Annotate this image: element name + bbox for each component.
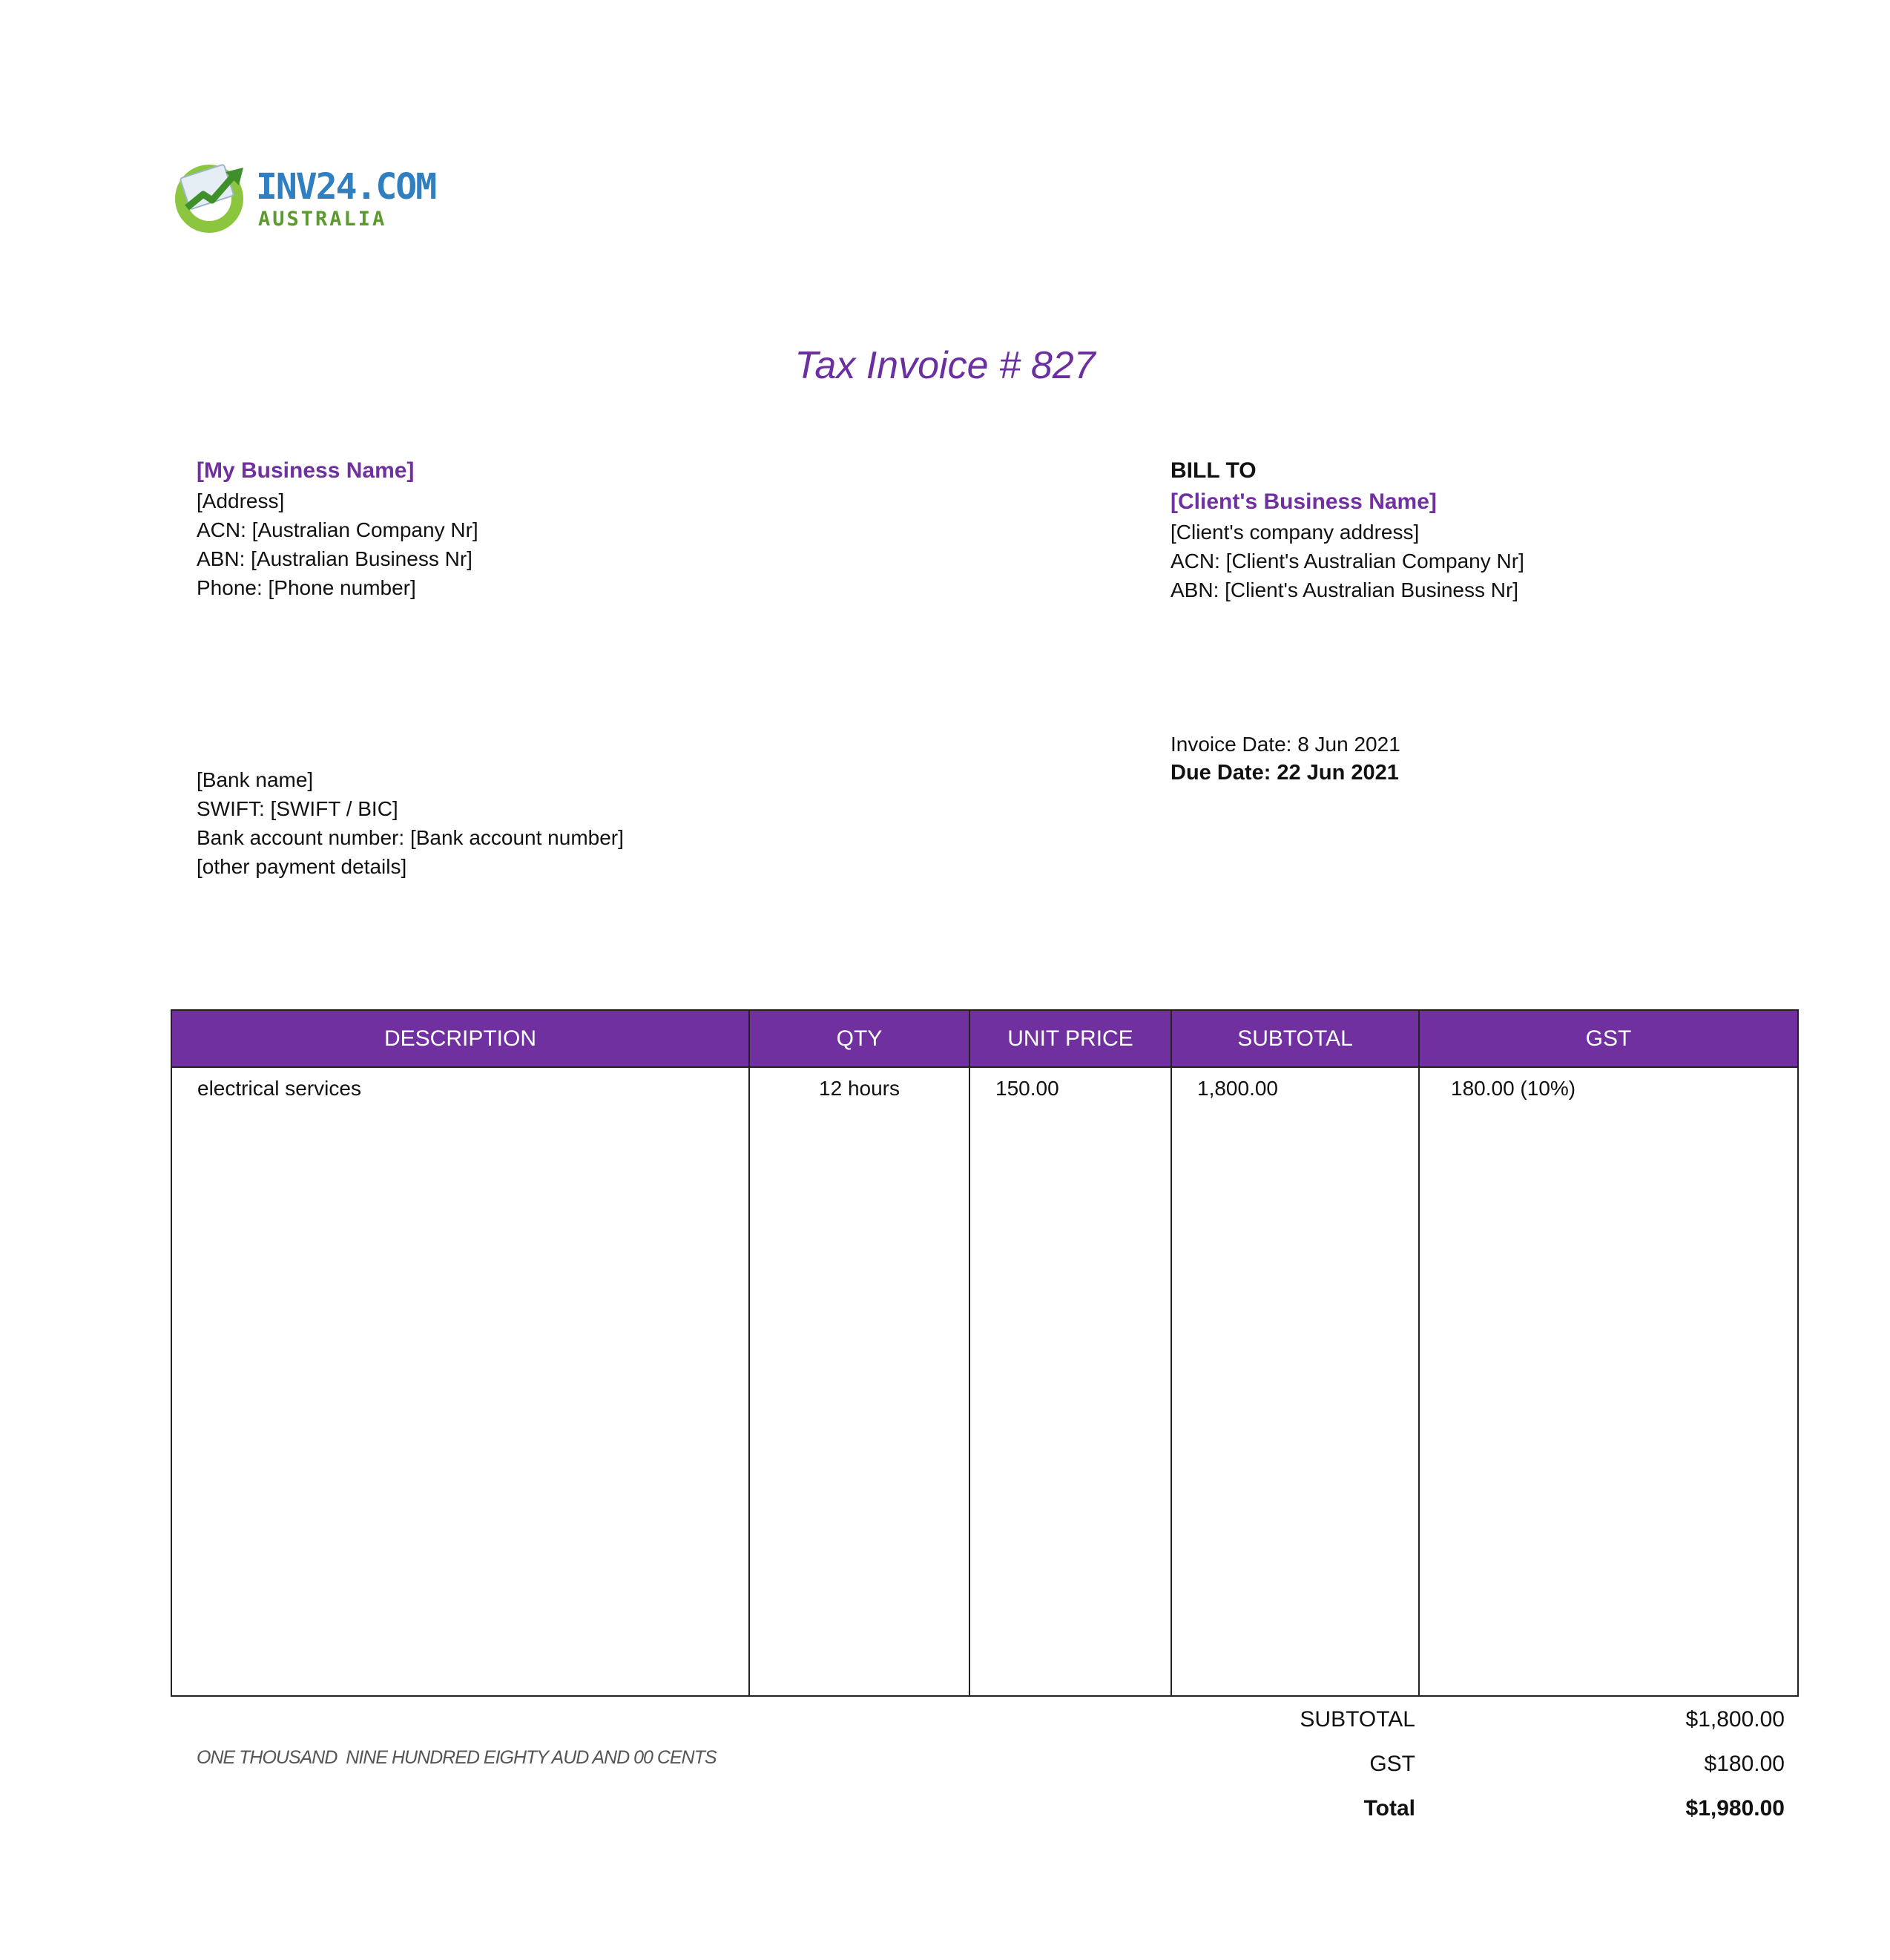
invoice-number: 827 — [1030, 344, 1096, 387]
seller-details — [197, 455, 478, 602]
seller-acn: ACN: [Australian Company Nr] — [197, 518, 478, 541]
item-gst: 180.00 (10%) — [1419, 1067, 1797, 1695]
client-acn: ACN: [Client's Australian Company Nr] — [1170, 550, 1524, 573]
item-subtotal: 1,800.00 — [1171, 1067, 1419, 1695]
invoice-title-prefix: Tax Invoice # — [794, 344, 1021, 387]
header-subtotal: SUBTOTAL — [1171, 1011, 1419, 1067]
bill-to-heading: BILL TO — [1170, 458, 1257, 483]
invoice-dates — [1170, 730, 1400, 788]
bank-name: [Bank name] — [197, 768, 314, 791]
totals-total-value: $1,980.00 — [1685, 1796, 1785, 1821]
logo-brand-name: INV24.COM — [256, 166, 436, 208]
totals-gst-value: $180.00 — [1704, 1752, 1785, 1776]
totals-subtotal-value: $1,800.00 — [1685, 1707, 1785, 1732]
logo-chart-icon — [171, 156, 256, 237]
client-name: [Client's Business Name] — [1170, 489, 1437, 514]
table-header-row — [172, 1011, 1797, 1067]
header-description: DESCRIPTION — [172, 1011, 749, 1067]
header-gst: GST — [1419, 1011, 1797, 1067]
header-unit-price: UNIT PRICE — [969, 1011, 1171, 1067]
totals-subtotal-label: SUBTOTAL — [1300, 1707, 1415, 1732]
bank-details — [197, 765, 624, 881]
seller-abn: ABN: [Australian Business Nr] — [197, 547, 472, 570]
invoice-date: Invoice Date: 8 Jun 2021 — [1170, 733, 1400, 756]
totals-total-label: Total — [1363, 1796, 1415, 1821]
bank-swift: SWIFT: [SWIFT / BIC] — [197, 797, 398, 820]
item-unit-price: 150.00 — [969, 1067, 1171, 1695]
seller-name: [My Business Name] — [197, 458, 415, 483]
item-description: electrical services — [172, 1067, 749, 1695]
table-row — [172, 1067, 1797, 1695]
client-address: [Client's company address] — [1170, 521, 1420, 544]
company-logo — [171, 156, 436, 237]
seller-address: [Address] — [197, 489, 285, 512]
bank-other: [other payment details] — [197, 855, 407, 878]
seller-phone: Phone: [Phone number] — [197, 576, 416, 599]
invoice-title — [0, 343, 1890, 389]
item-qty: 12 hours — [749, 1067, 969, 1695]
client-abn: ABN: [Client's Australian Business Nr] — [1170, 578, 1519, 601]
logo-brand-country: AUSTRALIA — [258, 208, 387, 231]
header-qty: QTY — [749, 1011, 969, 1067]
bank-account: Bank account number: [Bank account number] — [197, 826, 624, 849]
bill-to-details — [1170, 455, 1524, 604]
line-items-table — [171, 1009, 1799, 1697]
totals-gst-label: GST — [1369, 1752, 1415, 1776]
due-date: Due Date: 22 Jun 2021 — [1170, 761, 1399, 785]
amount-in-words: ONE THOUSAND NINE HUNDRED EIGHTY AUD AND 00 CENTS — [197, 1747, 717, 1768]
